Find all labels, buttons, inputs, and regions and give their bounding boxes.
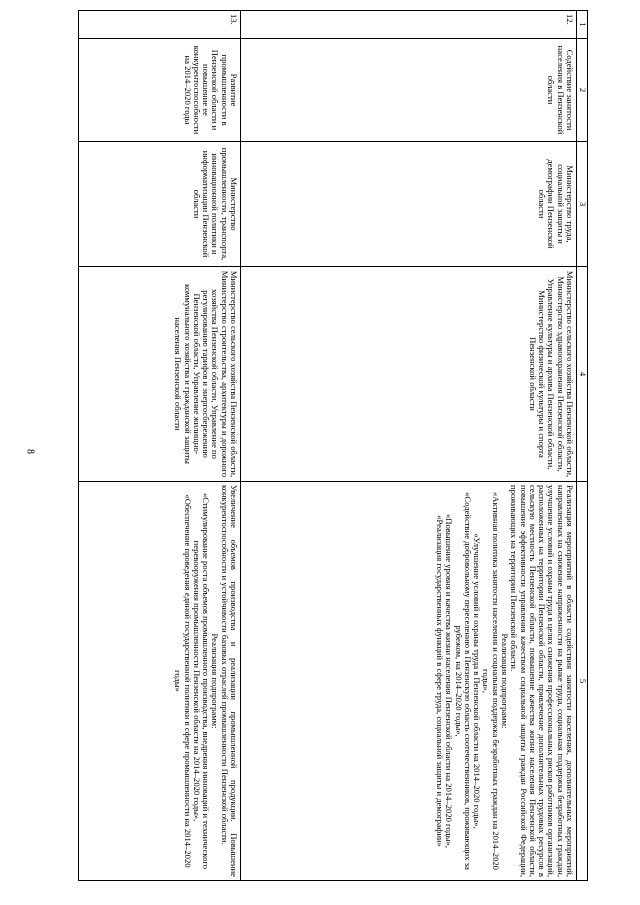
header-col-1: 1 (577, 11, 588, 39)
table-row (241, 11, 577, 881)
co-executors: Министерство сельского хозяйства Пензенской области, Министерство строительства, архитектуры и дорожного хозяйства Пензенской области, Управление по регулированию тарифов и энергосбережению Пензенской области, Управление жилищно-коммунального хозяйства и гражданской защиты населения Пензенской области (79, 267, 241, 482)
header-col-2: 2 (577, 39, 588, 142)
subprogram-item: «Содействие добровольному переселению в Пензенскую область соотечественников, проживающих за рубежом, на 2014–2020 годы», (453, 492, 473, 870)
header-col-3: 3 (577, 142, 588, 267)
results-text: Увеличение объемов производства и реализации промышленной продукции. Повышение конкурентоспособности и устойчивости базовых отраслей промышленности Пензенской области. (219, 485, 239, 877)
program-results (241, 482, 577, 881)
program-table (78, 10, 588, 881)
results-text: Реализация подпрограмм: (210, 633, 221, 729)
header-row (577, 11, 588, 881)
subprogram-item: «Реализация государственных функций в сфере труда, социальной защиты и демографии» (435, 515, 446, 847)
rotated-table-container (78, 10, 588, 880)
table-row (79, 11, 241, 881)
subprogram-item: «Активная политика занятости населения и социальная поддержка безработных граждан на 2014–2020 годы», (481, 492, 501, 870)
program-name: Содействие занятости населения в Пензенской области (241, 39, 577, 142)
subprogram-item: «Повышение уровня и качества жизни населения Пензенской области на 2014–2020 годы», (444, 513, 455, 849)
row-number: 12. (241, 11, 577, 39)
responsible-executor: Министерство труда, социальной защиты и демографии Пензенской области (241, 142, 577, 267)
header-col-4: 4 (577, 267, 588, 482)
results-text: Реализация мероприятий в области содействия занятости населения, дополнительных мероприятий, направленных на снижение напряженности на рынке труда, социальная поддержка безработных граждан, улучшение условий и охраны труда в целях снижения профессиональных рисков работников организаций, расположенных на территории Пензенской области, привлечение дополнительных трудовых ресурсов в сельскую местность Пензенской области, повышение качества жизни населения Пензенской области, повышение эффективности управления качеством социальной защиты граждан Российской Федерации, проживающих на территории Пензенской области. (509, 485, 575, 877)
subprogram-item: «Улучшение условий и охраны труда в Пензенской области на 2014–2020 годы», (472, 533, 483, 829)
program-name: Развитие промышленности в Пензенской области и повышение ее конкурентоспособности на 2014–2020 годы (79, 39, 241, 142)
page-number: 8 (24, 449, 36, 454)
responsible-executor: Министерство промышленности, транспорта, инновационной политики и информатизации Пензенской области (79, 142, 241, 267)
program-results (79, 482, 241, 881)
header-col-5: 5 (577, 482, 588, 881)
subprogram-item: «Обеспечение проведения единой государственной политики в сфере промышленности на 2014–2020 годы» (173, 494, 193, 868)
row-number: 13. (79, 11, 241, 39)
co-executors: Министерство сельского хозяйства Пензенской области, Министерство здравоохранения Пензенской области, Управление культуры и архива Пензенской области, Министерство физической культуры и спорта Пензенской области (241, 267, 577, 482)
results-text: Реализация подпрограмм: (500, 633, 511, 729)
subprogram-item: «Стимулирование роста объемов промышленного производства, внедрения инноваций и технического перевооружения промышленности Пензенской области на 2014–2020 годы», (191, 492, 212, 870)
